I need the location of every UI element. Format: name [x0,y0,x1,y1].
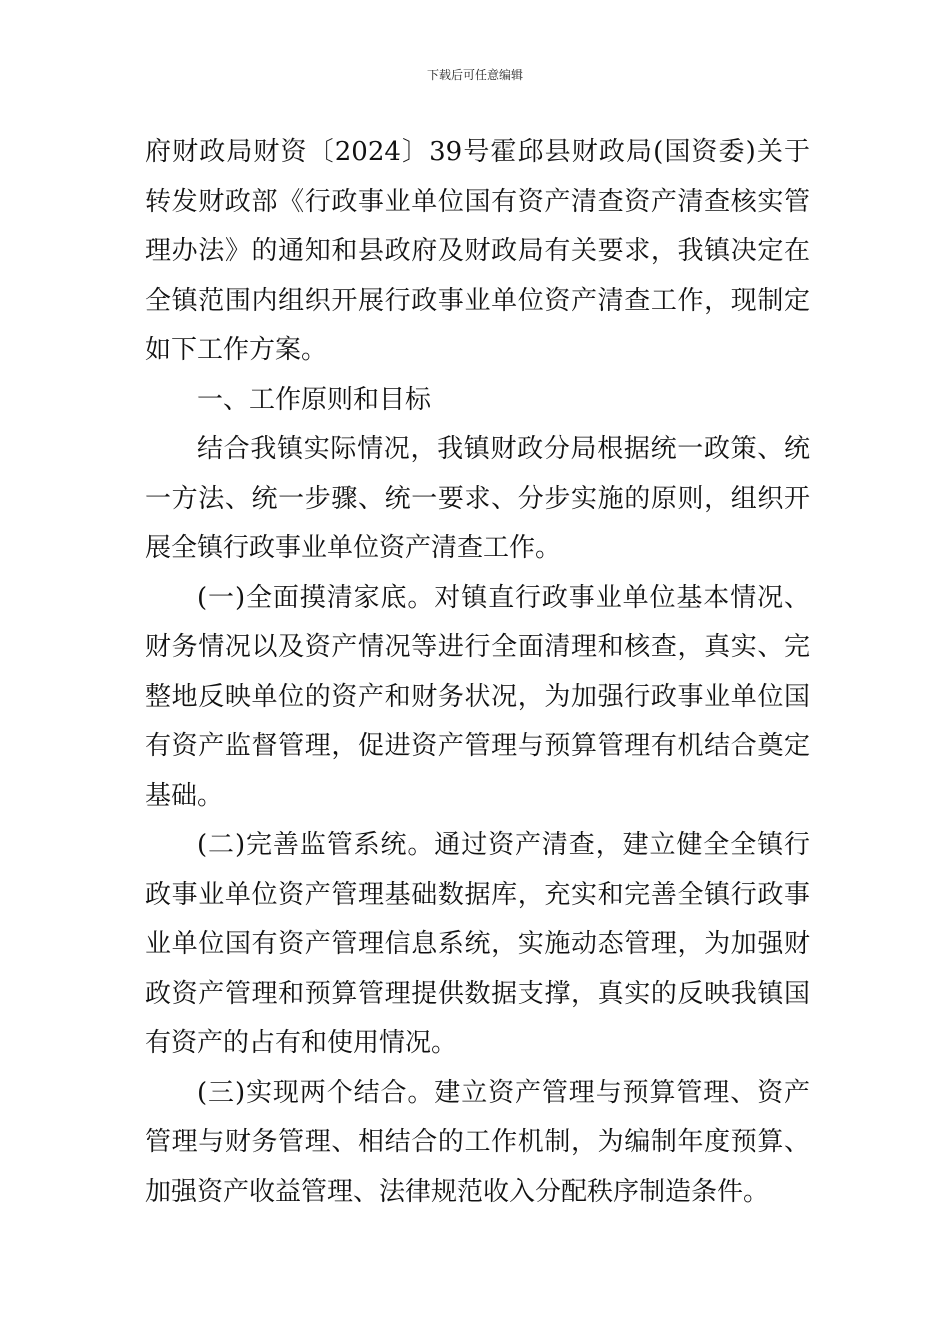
paragraph-principles: 结合我镇实际情况，我镇财政分局根据统一政策、统一方法、统一步骤、统一要求、分步实施的原则，组织开展全镇行政事业单位资产清查工作。 [145,434,810,563]
paragraph-item-2: (二)完善监管系统。通过资产清查，建立健全全镇行政事业单位资产管理基础数据库，充实和完善全镇行政事业单位国有资产管理信息系统，实施动态管理，为加强财政资产管理和预算管理提供数据支撑，真实的反映我镇国有资产的占有和使用情况。 [145,830,810,1058]
section-heading-principles: 一、工作原则和目标 [197,384,432,415]
page-header: 下载后可任意编辑 [426,68,523,82]
paragraph-item-3: (三)实现两个结合。建立资产管理与预算管理、资产管理与财务管理、相结合的工作机制，为编制年度预算、加强资产收益管理、法律规范收入分配秩序制造条件。 [145,1077,810,1207]
paragraph-intro: 府财政局财资〔2024〕39号霍邱县财政局(国资委)关于转发财政部《行政事业单位国有资产清查资产清查核实管理办法》的通知和县政府及财政局有关要求，我镇决定在全镇范围内组织开展行政事业单位资产清查工作，现制定如下工作方案。 [145,137,810,365]
paragraph-item-1: (一)全面摸清家底。对镇直行政事业单位基本情况、财务情况以及资产情况等进行全面清理和核查，真实、完整地反映单位的资产和财务状况，为加强行政事业单位国有资产监督管理，促进资产管理与预算管理有机结合奠定基础。 [145,582,810,811]
document-body [145,128,810,1217]
